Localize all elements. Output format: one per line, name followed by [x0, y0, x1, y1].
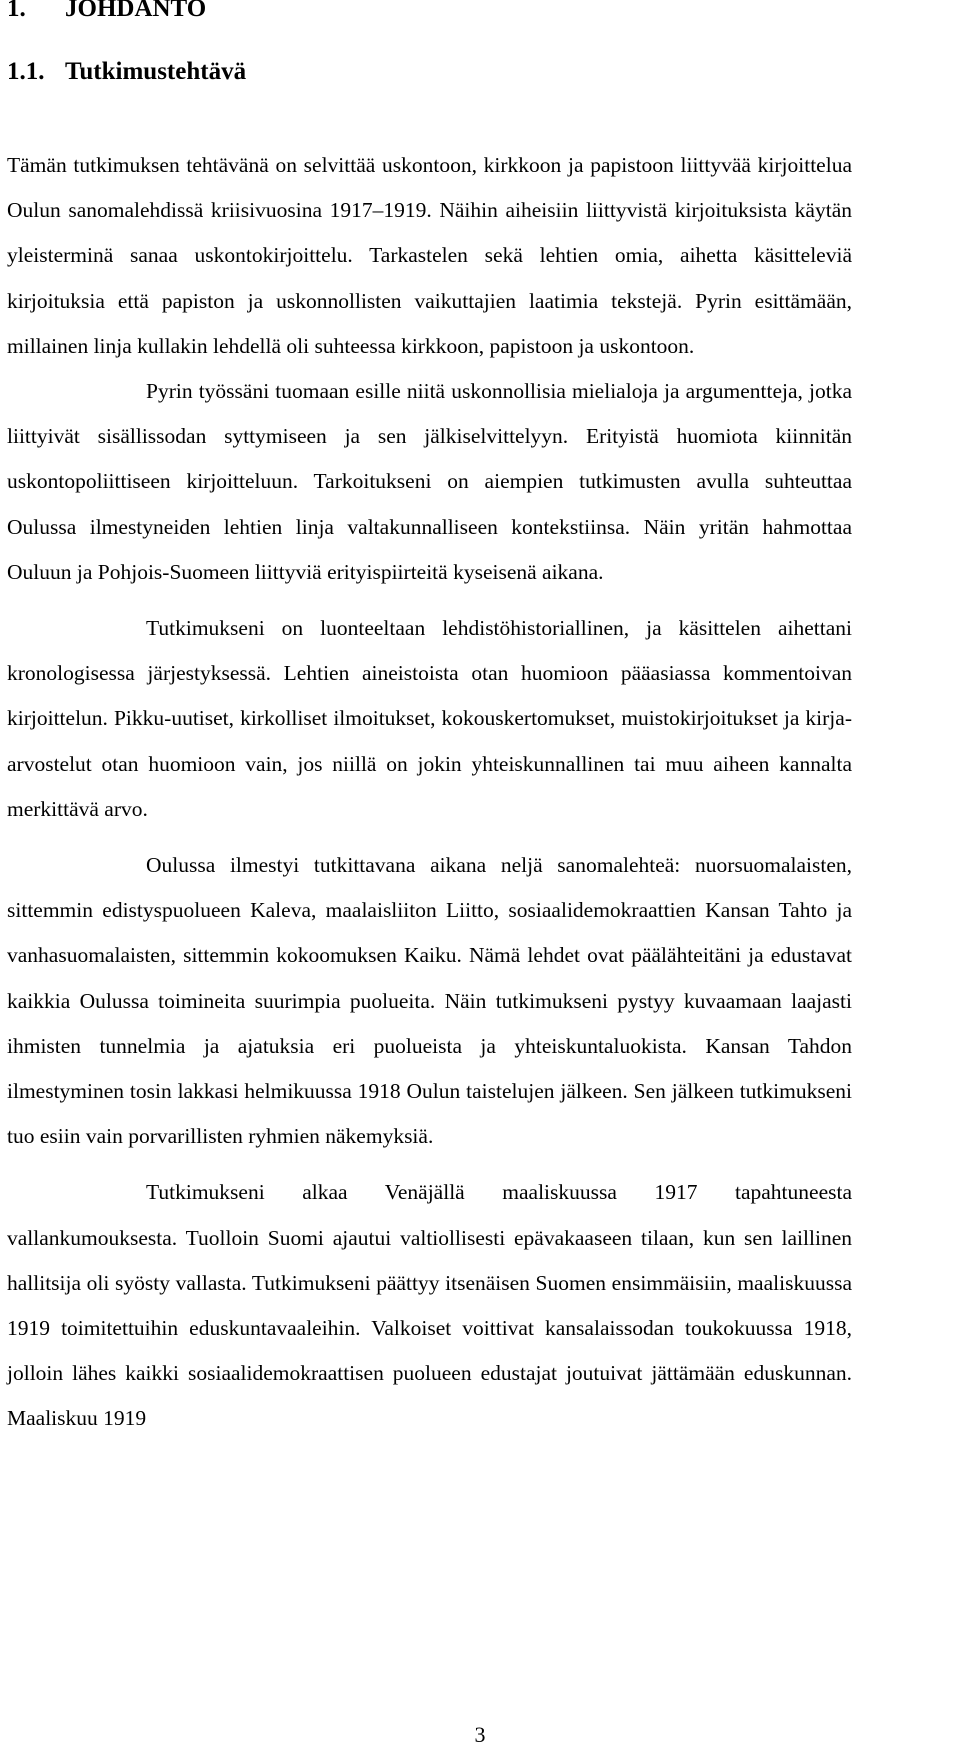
chapter-number: 1. [7, 0, 26, 22]
paragraph: Tutkimukseni alkaa Venäjällä maaliskuussa 1917 tapahtuneesta vallankumouksesta. Tuolloin Suomi ajautui valtiollisesti epävakaaseen tilaan, kun sen laillinen hallitsija oli syösty vallasta. Tutkimukseni päättyy itsenäisen Suomen ensimmäisiin, maaliskuussa 1919 toimitettuihin eduskuntavaaleihin. Valkoiset voittivat kansalaissodan toukokuussa 1918, jolloin lähes kaikki sosiaalidemokraattisen puolueen edustajat joutuivat jättämään eduskunnan. Maaliskuu 1919 [7, 1180, 852, 1431]
chapter-heading [7, 0, 206, 24]
section-heading [7, 57, 246, 87]
paragraph: Oulussa ilmestyi tutkittavana aikana neljä sanomalehteä: nuorsuomalaisten, sittemmin edistyspuolueen Kaleva, maalaisliiton Liitto, sosiaalidemokraattien Kansan Tahto ja vanhasuomalaisten, sittemmin kokoomuksen Kaiku. Nämä lehdet ovat päälähteitäni ja edustavat kaikkia Oulussa toimineita suurimpia puolueita. Näin tutkimukseni pystyy kuvaamaan laajasti ihmisten tunnelmia ja ajatuksia eri puolueista ja yhteiskuntaluokista. Kansan Tahdon ilmestyminen tosin lakkasi helmikuussa 1918 Oulun taistelujen jälkeen. Sen jälkeen tutkimukseni tuo esiin vain porvarillisten ryhmien näkemyksiä. [7, 853, 852, 1149]
chapter-title: JOHDANTO [65, 0, 207, 22]
paragraph: Tämän tutkimuksen tehtävänä on selvittää uskontoon, kirkkoon ja papistoon liittyvää kirjoittelua Oulun sanomalehdissä kriisivuosina 1917–1919. Näihin aiheisiin liittyvistä kirjoituksista käytän yleisterminä sanaa uskontokirjoittelu. Tarkastelen sekä lehtien omia, aihetta käsitteleviä kirjoituksia että papiston ja uskonnollisten vaikuttajien laatimia tekstejä. Pyrin esittämään, millainen linja kullakin lehdellä oli suhteessa kirkkoon, papistoon ja uskontoon. [7, 153, 852, 358]
section-number: 1.1. [7, 58, 45, 85]
section-title: Tutkimustehtävä [65, 58, 247, 85]
page-number: 3 [474, 1722, 486, 1747]
paragraph: Tutkimukseni on luonteeltaan lehdistöhistoriallinen, ja käsittelen aihettani kronologisessa järjestyksessä. Lehtien aineistoista otan huomioon pääasiassa kommentoivan kirjoittelun. Pikku-uutiset, kirkolliset ilmoitukset, kokouskertomukset, muistokirjoitukset ja kirja-arvostelut otan huomioon vain, jos niillä on jokin yhteiskunnallinen tai muu aiheen kannalta merkittävä arvo. [7, 616, 852, 821]
body-text [7, 143, 852, 1442]
paragraph: Pyrin työssäni tuomaan esille niitä uskonnollisia mielialoja ja argumentteja, jotka liittyivät sisällissodan syttymiseen ja sen jälkiselvittelyyn. Erityistä huomiota kiinnitän uskontopoliittiseen kirjoitteluun. Tarkoitukseni on aiempien tutkimusten avulla suhteuttaa Oulussa ilmestyneiden lehtien linja valtakunnalliseen kontekstiinsa. Näin yritän hahmottaa Ouluun ja Pohjois-Suomeen liittyviä erityispiirteitä kyseisenä aikana. [7, 379, 852, 584]
